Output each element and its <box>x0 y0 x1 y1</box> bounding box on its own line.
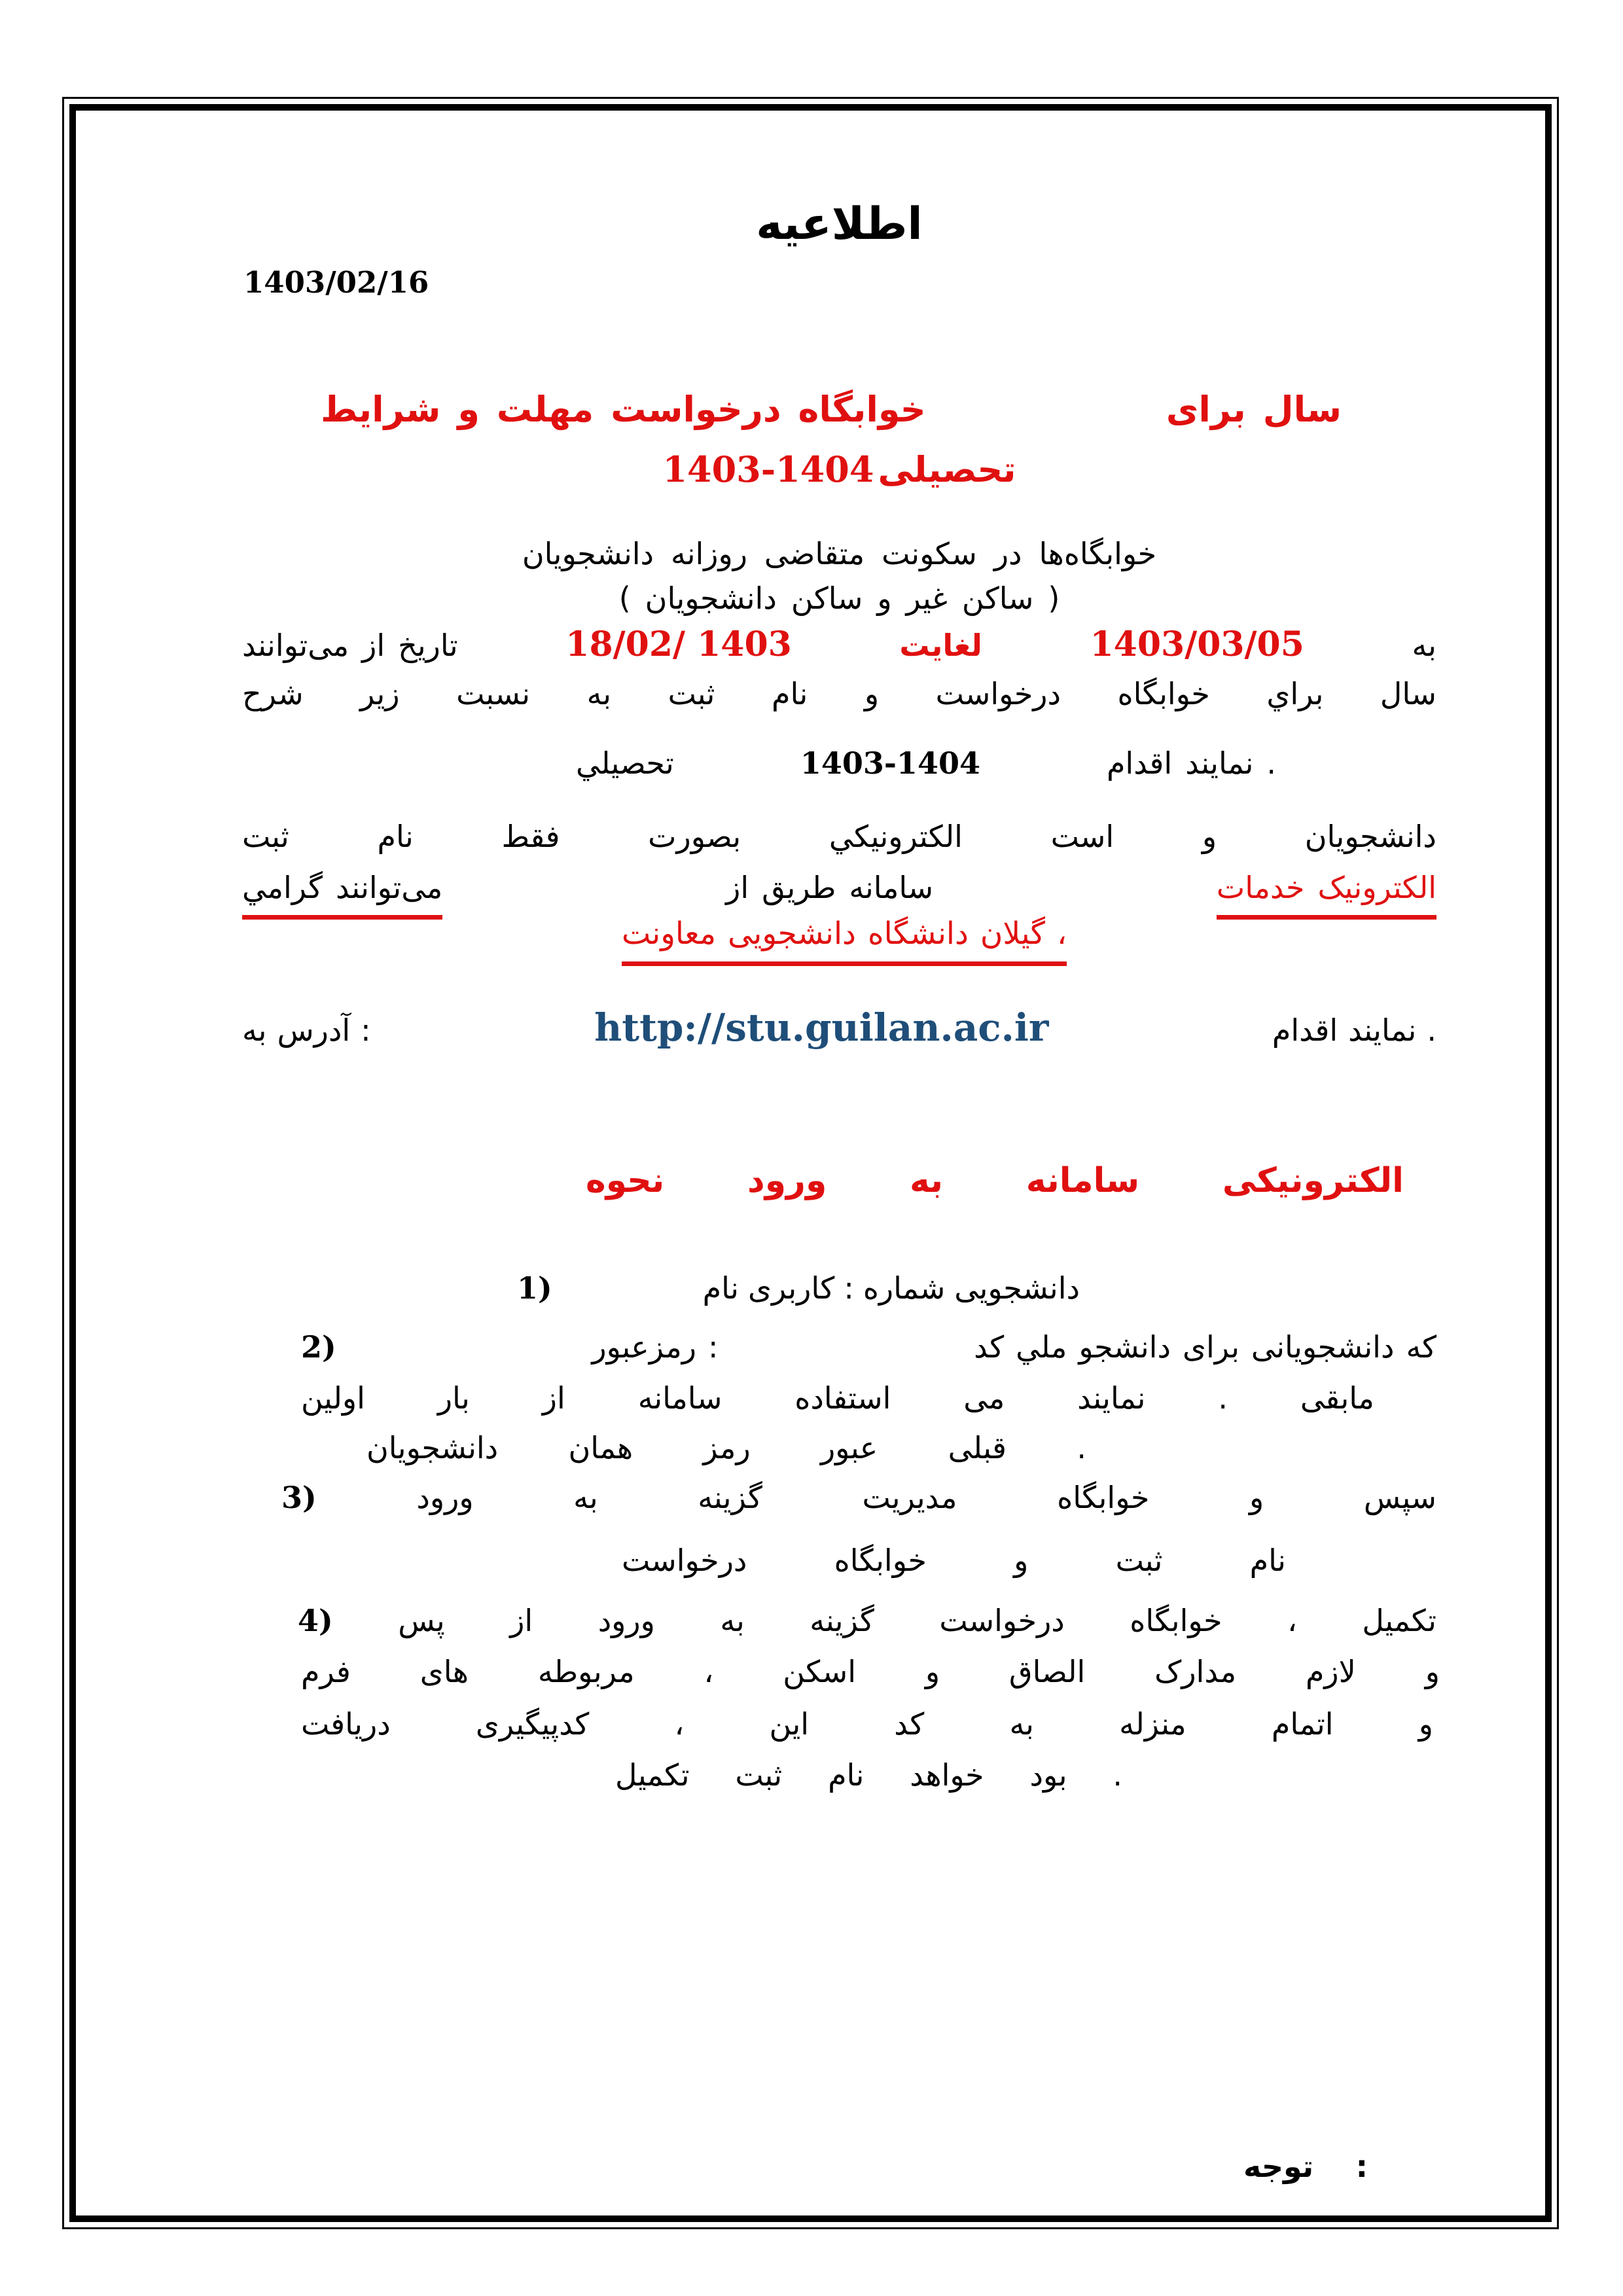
phrase <box>1107 745 1276 783</box>
word: نسبت <box>456 676 531 711</box>
word: خوابگاه <box>834 1543 927 1578</box>
word: درخواست <box>939 1603 1065 1638</box>
list-item-4-line-4 <box>615 1757 1122 1795</box>
word: ثبت <box>668 676 715 711</box>
word: کد <box>894 1706 925 1742</box>
word: از <box>542 1380 565 1416</box>
word: دانشجویان <box>522 536 654 571</box>
word: اسکن <box>783 1654 856 1689</box>
word: : <box>1355 2149 1368 2184</box>
word: معاونت <box>622 916 717 952</box>
word: دانشجویانی <box>1251 1329 1395 1365</box>
word: ( <box>618 581 631 616</box>
word: نام <box>377 819 414 854</box>
word: نام <box>771 676 808 711</box>
heading-line-2 <box>242 448 1436 492</box>
word: اولین <box>301 1380 365 1416</box>
heading-line-1 <box>321 387 1342 432</box>
word: های <box>419 1654 469 1689</box>
word: عبور <box>820 1430 878 1465</box>
word: کدپیگیری <box>475 1706 590 1742</box>
word: الکترونيکي <box>829 819 963 854</box>
word: مهلت <box>496 389 594 430</box>
word: مابقی <box>1300 1380 1374 1416</box>
word: شماره <box>863 1270 946 1306</box>
word: 3) <box>281 1480 317 1515</box>
para1-line-3-dates <box>242 623 1436 666</box>
word: درخواست <box>611 389 781 430</box>
word: به <box>242 1013 267 1048</box>
word: زیر <box>360 676 400 711</box>
url-line <box>242 1004 1436 1052</box>
word: دانشگاه <box>867 916 969 952</box>
word: خدمات <box>1216 870 1305 905</box>
para1-line-2 <box>242 580 1436 618</box>
word: آدرس <box>277 1013 351 1048</box>
highlighted-phrase <box>622 915 1067 966</box>
word: سامانه <box>849 870 933 905</box>
word: گیلان <box>980 916 1046 952</box>
word: دانشجو <box>1079 1329 1171 1365</box>
word: ثبت <box>242 819 289 854</box>
word: دریافت <box>301 1706 391 1742</box>
word: شرح <box>242 676 304 711</box>
word: روزانه <box>671 536 747 571</box>
list-item-4-line-1 <box>298 1602 1436 1640</box>
para1-line-4 <box>242 675 1436 713</box>
word: مدیریت <box>862 1480 957 1515</box>
word: اتمام <box>1271 1706 1334 1742</box>
word: قبلی <box>948 1430 1007 1465</box>
word: سال <box>1380 676 1436 711</box>
phrase <box>592 1329 718 1367</box>
word: نام <box>702 1270 739 1306</box>
list-item-2-line-1 <box>301 1329 1436 1367</box>
word: : <box>844 1270 854 1306</box>
word: بار <box>437 1380 470 1416</box>
word: خواهد <box>910 1757 984 1793</box>
word: فرم <box>301 1654 351 1689</box>
list-item-4-line-3 <box>301 1706 1433 1744</box>
word: تحصيلي <box>576 745 674 781</box>
word: تاریخ <box>398 628 458 663</box>
word: 4) <box>298 1603 333 1638</box>
word: ) <box>1048 581 1060 616</box>
word: 2) <box>301 1329 336 1365</box>
word: نمايند <box>1185 745 1254 781</box>
word: به <box>720 1603 745 1638</box>
word: سامانه <box>637 1380 722 1416</box>
para2-line-1 <box>242 818 1436 856</box>
word: همان <box>568 1430 633 1465</box>
word: لازم <box>1305 1654 1356 1689</box>
word: 1403-1404 <box>800 745 980 781</box>
word: تحصیلی <box>878 449 1016 490</box>
phrase <box>242 1012 371 1050</box>
word: کاربری <box>747 1270 835 1306</box>
word: ورود <box>597 1603 655 1638</box>
word: . <box>1113 1757 1122 1793</box>
word: به <box>586 676 612 711</box>
word: . <box>1266 745 1276 781</box>
word: و <box>877 581 892 616</box>
word: دانشجویان <box>366 1430 499 1465</box>
word: ، <box>1057 916 1067 952</box>
word: و <box>1014 1543 1029 1578</box>
word: الکترونیک <box>1317 870 1436 905</box>
word: : <box>361 1013 371 1048</box>
para2-line-3 <box>622 915 1211 966</box>
phrase <box>1166 387 1342 432</box>
word: ، <box>1287 1603 1297 1638</box>
word: خوابگاه <box>1117 676 1210 711</box>
word: از <box>726 870 749 905</box>
word: و <box>864 676 880 711</box>
list-item-4-line-2 <box>301 1653 1440 1691</box>
word: از <box>362 628 385 663</box>
word: درخواست <box>935 676 1061 711</box>
word: ساکن <box>791 581 863 616</box>
word: ، <box>674 1706 685 1742</box>
word: اقدام <box>1106 745 1173 781</box>
para2-line-2 <box>242 869 1436 920</box>
list-item-1 <box>517 1270 1080 1308</box>
word: بود <box>1029 1757 1067 1793</box>
word: پس <box>398 1603 445 1638</box>
word: خوابگاه <box>1130 1603 1222 1638</box>
word: دانشجویی <box>954 1270 1080 1306</box>
doc-date <box>243 264 466 301</box>
word: فقط <box>501 819 560 854</box>
list-item-3-line-2 <box>622 1542 1286 1580</box>
word: اقدام <box>1272 1013 1338 1048</box>
word: ، <box>704 1654 714 1689</box>
word: سکونت <box>882 536 977 571</box>
word: و <box>925 1654 940 1689</box>
word: 1403/02/16 <box>243 265 429 300</box>
word: استفاده <box>794 1380 891 1416</box>
word: دانشجویان <box>645 581 777 616</box>
word: اطلاعیه <box>756 198 923 250</box>
word: سال <box>1262 389 1342 430</box>
word: ثبت <box>1115 1543 1163 1578</box>
word: الصاق <box>1008 1654 1086 1689</box>
word: ورود <box>747 1161 827 1200</box>
word: . <box>1427 1013 1436 1048</box>
word: گرامي <box>242 870 323 905</box>
word: گزینه <box>810 1603 874 1638</box>
word: درخواست <box>622 1543 747 1578</box>
word: : <box>707 1329 719 1365</box>
word: نحوه <box>586 1161 665 1200</box>
word: متقاضی <box>764 536 865 571</box>
para1-line-5 <box>576 745 1276 783</box>
word: مدارک <box>1154 1654 1237 1689</box>
word: الکترونیکی <box>1222 1161 1404 1200</box>
word: خوابگاه <box>1057 1480 1150 1515</box>
word: 1403/03/05 <box>1090 624 1304 664</box>
word: برای <box>1166 389 1246 430</box>
word: لغایت <box>899 628 982 663</box>
word: برای <box>1182 1329 1240 1365</box>
phrase <box>726 869 933 907</box>
word: کد <box>974 1329 1005 1365</box>
phrase <box>1272 1012 1436 1050</box>
highlighted-phrase <box>1217 869 1436 920</box>
word: گزینه <box>698 1480 762 1515</box>
word: به <box>1009 1706 1034 1742</box>
word: 18/02/ 1403 <box>565 624 792 664</box>
word: تکمیل <box>615 1757 690 1793</box>
word: نمایند <box>1348 1013 1417 1048</box>
word: ثبت <box>735 1757 783 1793</box>
note-label <box>1243 2148 1368 2186</box>
word: مربوطه <box>537 1654 635 1689</box>
word: است <box>1050 819 1115 854</box>
word: این <box>769 1706 810 1742</box>
portal-url-link[interactable]: http://stu.guilan.ac.ir <box>594 1005 1049 1050</box>
word: و <box>457 389 480 430</box>
word: به <box>909 1161 944 1200</box>
word: نمایند <box>1077 1380 1146 1416</box>
highlighted-phrase <box>242 869 442 920</box>
word: 1) <box>517 1270 552 1306</box>
phrase <box>974 1329 1436 1367</box>
word: شرایط <box>321 389 441 430</box>
word: و <box>1418 1706 1433 1742</box>
phrase <box>242 627 458 665</box>
phrase <box>703 1270 1080 1308</box>
word: می <box>963 1380 1005 1416</box>
word: از <box>510 1603 533 1638</box>
heading-entry <box>586 1160 1404 1202</box>
word: دانشجویی <box>728 916 856 952</box>
word: به <box>1412 628 1436 663</box>
word: می‌توانند <box>242 628 349 663</box>
word: سپس <box>1363 1480 1436 1515</box>
list-item-2-line-2 <box>301 1380 1374 1418</box>
list-item-3-line-1 <box>281 1479 1436 1517</box>
word: براي <box>1266 676 1324 711</box>
word: ورود <box>416 1480 474 1515</box>
para1-line-1 <box>242 535 1436 573</box>
word: ملي <box>1016 1329 1067 1365</box>
word: توجه <box>1243 2149 1314 2184</box>
word: و <box>1249 1480 1264 1515</box>
word: رمزعبور <box>592 1329 696 1365</box>
list-item-2-line-3 <box>366 1429 1086 1467</box>
phrase <box>321 387 926 432</box>
word: 1403-1404 <box>662 448 874 490</box>
word: رمز <box>703 1430 751 1465</box>
word: . <box>1077 1430 1086 1465</box>
word: . <box>1218 1380 1228 1416</box>
word: بصورت <box>648 819 741 854</box>
word: منزله <box>1119 1706 1186 1742</box>
word: در <box>993 536 1022 571</box>
word: نام <box>828 1757 865 1793</box>
word: می‌توانند <box>336 870 443 905</box>
word: و <box>1202 819 1217 854</box>
word: دانشجویان <box>1304 819 1436 854</box>
word: خوابگاه <box>798 389 926 430</box>
doc-title <box>242 196 1436 252</box>
word: نام <box>1249 1543 1286 1578</box>
word: به <box>573 1480 598 1515</box>
word: سامانه <box>1026 1161 1140 1200</box>
word: و <box>1425 1654 1440 1689</box>
word: غیر <box>906 581 948 616</box>
word: خوابگاه‌ها <box>1039 536 1157 571</box>
word: ساکن <box>961 581 1034 616</box>
word: تکمیل <box>1362 1603 1436 1638</box>
word: طریق <box>762 870 836 905</box>
word: که <box>1406 1329 1436 1365</box>
